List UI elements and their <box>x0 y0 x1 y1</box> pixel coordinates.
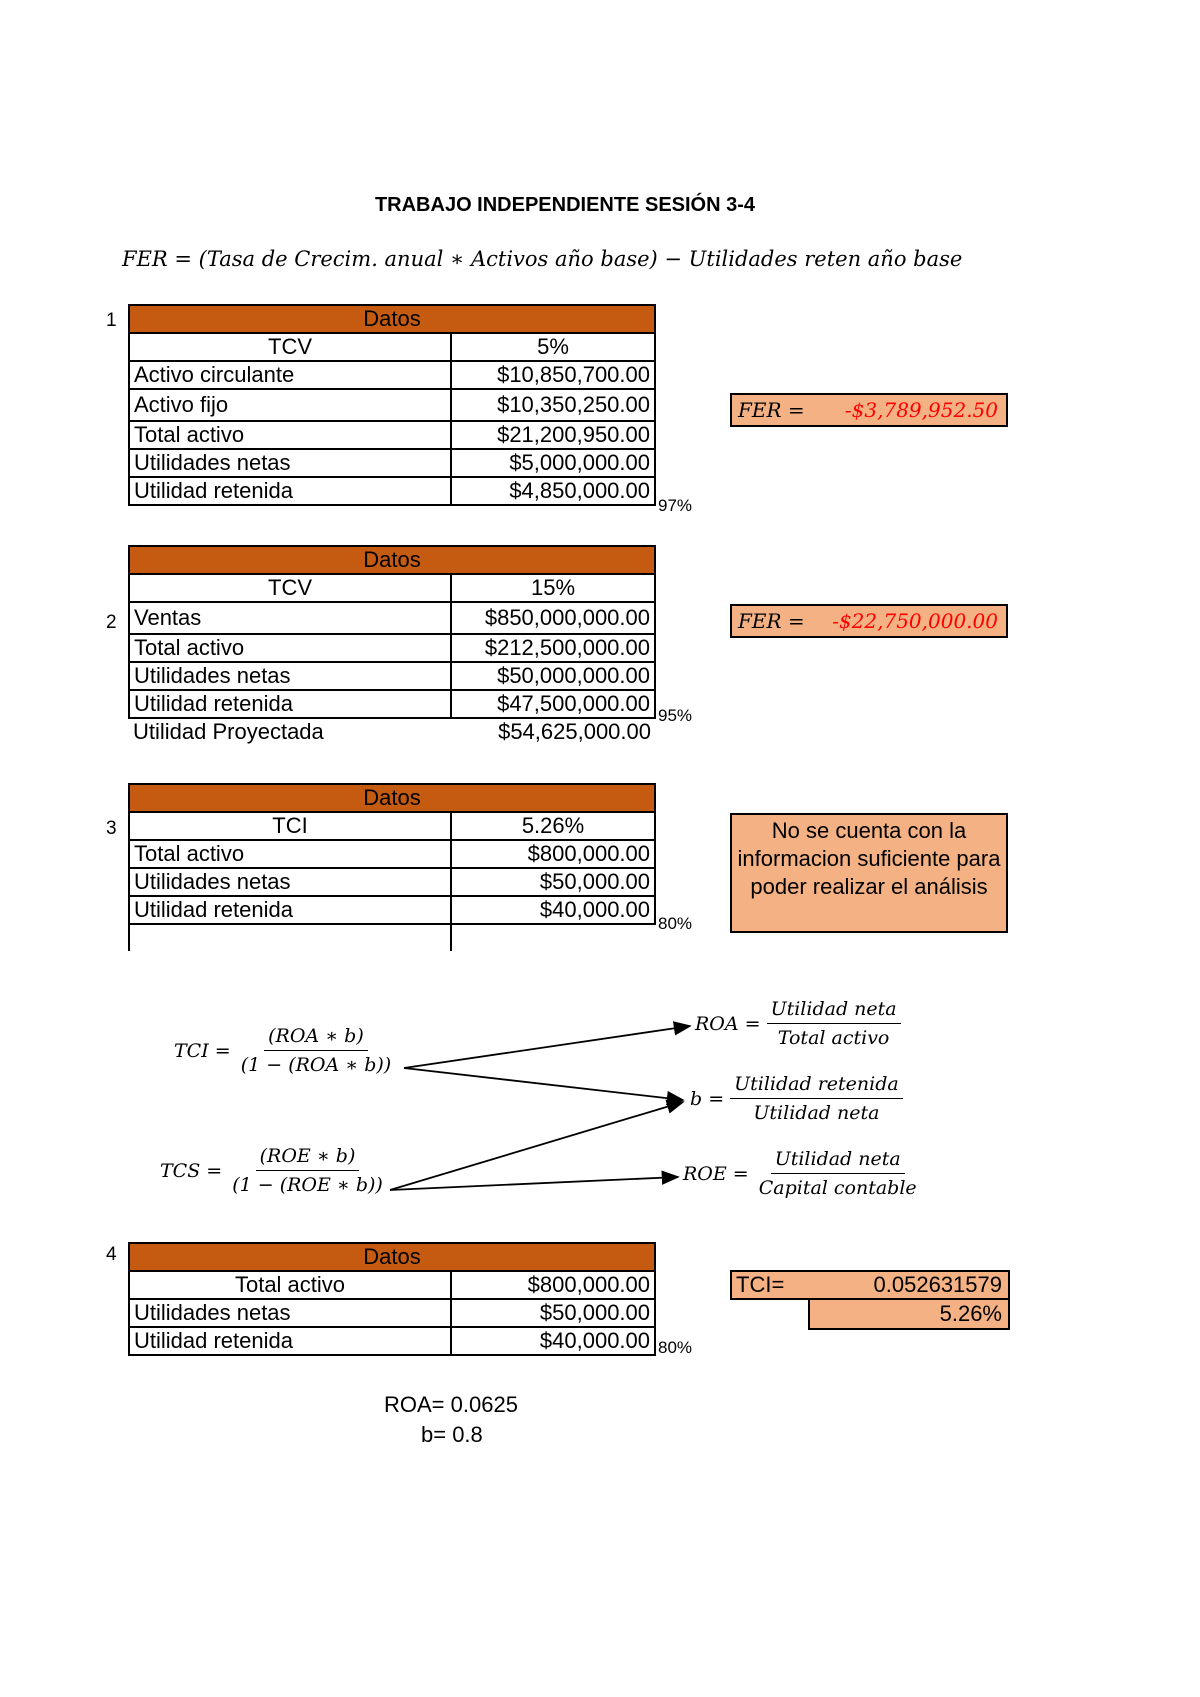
tcs-lhs: TCS = <box>160 1159 223 1182</box>
section-2-number: 2 <box>106 612 117 633</box>
table-cell-label: TCV <box>129 574 451 602</box>
roa-calculation: ROA= 0.0625 <box>384 1392 518 1417</box>
b-numerator: Utilidad retenida <box>730 1073 903 1099</box>
fer-label: FER = <box>738 609 805 633</box>
table-cell-value: $4,850,000.00 <box>451 477 655 505</box>
table-cell-label: Utilidades netas <box>129 1299 451 1327</box>
table-cell-label: Total activo <box>129 634 451 662</box>
tci-label: TCI= <box>736 1272 785 1297</box>
page-title: TRABAJO INDEPENDIENTE SESIÓN 3-4 <box>374 194 756 216</box>
table-cell-label: Utilidades netas <box>129 449 451 477</box>
section-4-table <box>128 1242 656 1356</box>
table-cell-value: $54,625,000.00 <box>498 719 652 744</box>
table-cell-label: Activo fijo <box>129 389 451 421</box>
section-3-number: 3 <box>106 818 117 839</box>
table-cell-value: $47,500,000.00 <box>451 690 655 718</box>
section-1-number: 1 <box>106 310 117 331</box>
fer-value: -$22,750,000.00 <box>832 609 998 633</box>
b-denominator: Utilidad neta <box>753 1102 880 1124</box>
table-cell-value: $40,000.00 <box>451 1327 655 1355</box>
fer-label: FER = <box>738 398 805 422</box>
roa-formula <box>695 998 901 1049</box>
tci-lhs: TCI = <box>174 1039 231 1062</box>
tcs-numerator: (ROE ∗ b) <box>256 1145 360 1171</box>
b-calculation: b= 0.8 <box>421 1422 483 1447</box>
b-formula <box>690 1073 903 1124</box>
tci-result-box <box>730 1270 1010 1300</box>
table-cell-label: Total activo <box>129 421 451 449</box>
arrow-tci-to-roa <box>404 1026 690 1068</box>
arrow-tcs-to-roe <box>390 1177 678 1190</box>
tci-formula <box>174 1025 395 1076</box>
table-cell-label: TCI <box>129 812 451 840</box>
tci-value: 0.052631579 <box>873 1272 1002 1297</box>
roa-numerator: Utilidad neta <box>767 998 901 1024</box>
arrow-tci-to-b <box>404 1068 683 1100</box>
table-cell-label: Ventas <box>129 602 451 634</box>
arrow-tcs-to-b <box>390 1102 683 1190</box>
table-cell-value: 5% <box>451 333 655 361</box>
roe-lhs: ROE = <box>683 1162 749 1185</box>
table-cell-label: Utilidad retenida <box>129 477 451 505</box>
roe-denominator: Capital contable <box>758 1177 917 1199</box>
table-cell-value: $10,850,700.00 <box>451 361 655 389</box>
fer-formula: FER = (Tasa de Crecim. anual ∗ Activos año base) − Utilidades reten año base <box>122 247 963 271</box>
table-cell-label: Utilidad retenida <box>129 1327 451 1355</box>
table-cell-value: 5.26% <box>451 812 655 840</box>
table-cell-value: $212,500,000.00 <box>451 634 655 662</box>
tcs-formula <box>160 1145 387 1196</box>
fer-value: -$3,789,952.50 <box>844 398 998 422</box>
table-header: Datos <box>129 305 655 333</box>
table-cell-value: $850,000,000.00 <box>451 602 655 634</box>
retention-percent: 95% <box>658 706 693 725</box>
table-cell-label: Utilidad retenida <box>129 690 451 718</box>
tci-denominator: (1 − (ROA ∗ b)) <box>240 1054 392 1076</box>
tci-numerator: (ROA ∗ b) <box>264 1025 368 1051</box>
tcs-denominator: (1 − (ROE ∗ b)) <box>232 1174 383 1196</box>
table-cell-value: $5,000,000.00 <box>451 449 655 477</box>
table-cell-value: 15% <box>451 574 655 602</box>
table-cell-label: TCV <box>129 333 451 361</box>
insufficient-info-note: No se cuenta con la informacion suficiente para poder realizar el análisis <box>730 813 1008 933</box>
table-cell-value: $40,000.00 <box>451 896 655 924</box>
tci-percent: 5.26% <box>808 1300 1010 1330</box>
table-cell-label: Activo circulante <box>129 361 451 389</box>
table-cell-label: Utilidades netas <box>129 868 451 896</box>
table-cell-label: Utilidad Proyectada <box>133 719 324 744</box>
table-cell-value: $50,000.00 <box>451 1299 655 1327</box>
table-cell-label: Total activo <box>129 1271 451 1299</box>
roa-denominator: Total activo <box>777 1027 890 1049</box>
table-cell-label: Total activo <box>129 840 451 868</box>
roa-lhs: ROA = <box>695 1012 761 1035</box>
table-header: Datos <box>129 546 655 574</box>
table-header: Datos <box>129 1243 655 1271</box>
table-cell-value: $50,000.00 <box>451 868 655 896</box>
table-header: Datos <box>129 784 655 812</box>
retention-percent: 80% <box>658 1338 693 1357</box>
table-cell-value: $800,000.00 <box>451 840 655 868</box>
table-cell-label: Utilidad retenida <box>129 896 451 924</box>
table-cell-value: $10,350,250.00 <box>451 389 655 421</box>
roe-formula <box>683 1148 921 1199</box>
table-cell-value: $50,000,000.00 <box>451 662 655 690</box>
table-cell-label: Utilidades netas <box>129 662 451 690</box>
roe-numerator: Utilidad neta <box>771 1148 905 1174</box>
table-cell-value: $21,200,950.00 <box>451 421 655 449</box>
section-4-number: 4 <box>106 1244 117 1265</box>
table-cell-value: $800,000.00 <box>451 1271 655 1299</box>
retention-percent: 97% <box>658 496 693 515</box>
retention-percent: 80% <box>658 914 693 933</box>
b-lhs: b = <box>690 1087 725 1110</box>
